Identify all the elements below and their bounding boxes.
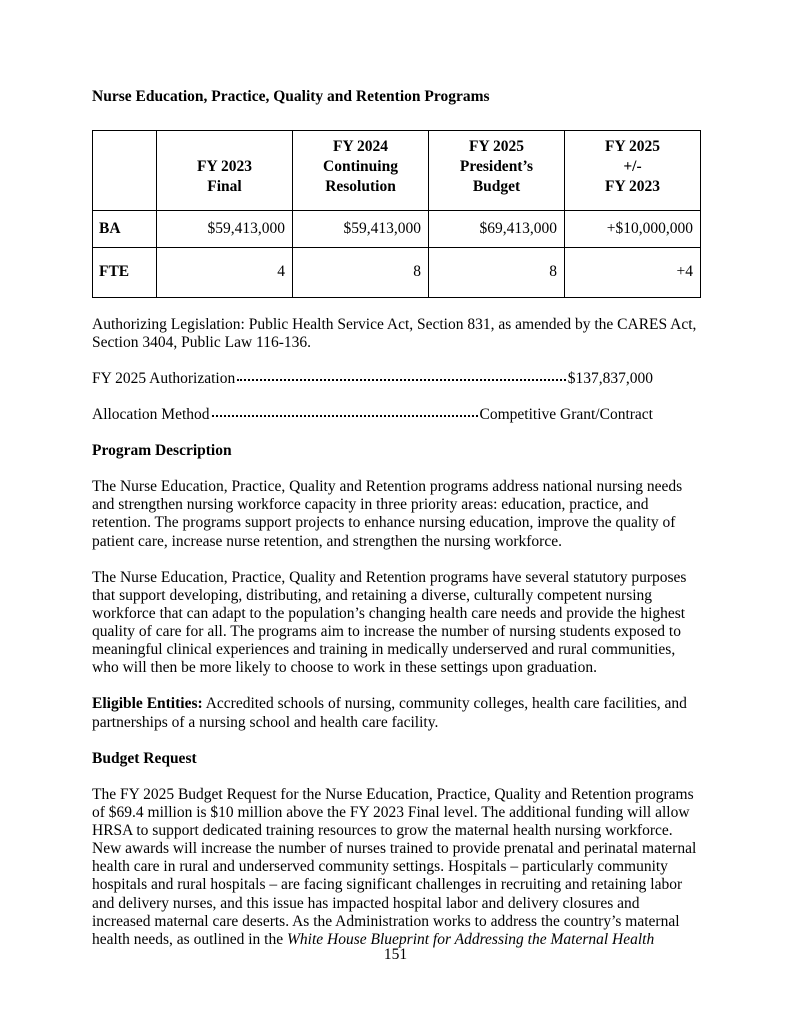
header-line: FY 2025 xyxy=(605,138,660,156)
header-line: Final xyxy=(207,177,242,195)
table-header-fy2025-diff xyxy=(565,131,701,210)
table-header-fy2024-cr xyxy=(293,131,429,210)
cell-fte-fy2024: 8 xyxy=(293,247,429,297)
authorization-line xyxy=(92,370,653,388)
dot-leader xyxy=(237,379,566,381)
authorizing-legislation-text: Authorizing Legislation: Public Health Service Act, Section 831, as amended by the CARES Act, Section 3404, Public Law 116-136. xyxy=(92,315,697,351)
table-header-fy2023-final xyxy=(157,131,293,210)
budget-table xyxy=(92,130,701,297)
allocation-method-value: Competitive Grant/Contract xyxy=(479,405,653,423)
row-label-fte: FTE xyxy=(93,247,157,297)
header-line: President’s xyxy=(459,157,534,175)
allocation-method-label: Allocation Method xyxy=(92,405,210,423)
budget-request-heading: Budget Request xyxy=(92,749,197,767)
program-description-paragraph-2: The Nurse Education, Practice, Quality and Retention programs have several statutory purposes that support developing, distributing, and retaining a diverse, culturally competent nursing workforce that can adapt to the population’s changing health care needs and provide the highest quality of care for all. The programs aim to increase the number of nursing students exposed to meaningful clinical experiences and training in medically underserved and rural communities, who will then be more likely to choose to work in these settings upon graduation. xyxy=(92,568,687,677)
cell-ba-fy2025: $69,413,000 xyxy=(429,210,565,247)
table-header-fy2025-budget xyxy=(429,131,565,210)
table-row-fte xyxy=(93,247,701,297)
cell-fte-fy2025: 8 xyxy=(429,247,565,297)
budget-request-text: The FY 2025 Budget Request for the Nurse Education, Practice, Quality and Retention programs of $69.4 million is $10 million above the FY 2023 Final level. The additional funding will allow HRSA to support dedicated training resources to grow the maternal health nursing workforce. New awards will increase the number of nurses trained to provide prenatal and perinatal maternal health care in rural and underserved community settings. Hospitals – particularly community hospitals and rural hospitals – are facing significant challenges in recruiting and retaining labor and delivery nurses, and this issue has impacted hospital labor and delivery closures and increased maternal care deserts. As the Administration works to address the country’s maternal health needs, as outlined in the xyxy=(92,785,697,948)
program-description-heading: Program Description xyxy=(92,442,232,460)
header-line: FY 2024 xyxy=(333,138,388,156)
row-label-ba: BA xyxy=(93,210,157,247)
cell-ba-fy2024: $59,413,000 xyxy=(293,210,429,247)
header-line: +/- xyxy=(623,157,642,175)
table-header-empty xyxy=(93,131,157,210)
table-row-ba xyxy=(93,210,701,247)
cell-fte-fy2023: 4 xyxy=(157,247,293,297)
eligible-entities-text: Accredited schools of nursing, community colleges, health care facilities, and partnerships of a nursing school and health care facility. xyxy=(92,695,687,731)
header-line: FY 2025 xyxy=(469,138,524,156)
dot-leader xyxy=(212,415,478,417)
header-line: Budget xyxy=(472,177,521,195)
cell-ba-fy2023: $59,413,000 xyxy=(157,210,293,247)
header-line: FY 2023 xyxy=(605,177,660,195)
header-line: FY 2023 xyxy=(197,157,252,175)
eligible-entities-label: Eligible Entities: xyxy=(92,695,203,713)
header-line: Continuing xyxy=(323,157,398,175)
program-description-paragraph-1: The Nurse Education, Practice, Quality and Retention programs address national nursing needs and strengthen nursing workforce capacity in three priority areas: education, practice, and retention. The programs support projects to enhance nursing education, improve the quality of patient care, increase nurse retention, and strengthen the nursing workforce. xyxy=(92,478,683,550)
page-number: 151 xyxy=(383,945,408,963)
eligible-entities xyxy=(92,695,700,731)
allocation-method-line xyxy=(92,406,653,424)
budget-request-italic-phrase: White House Blueprint for Addressing the Maternal Health xyxy=(287,930,655,948)
document-title: Nurse Education, Practice, Quality and Retention Programs xyxy=(92,88,490,105)
authorization-label: FY 2025 Authorization xyxy=(92,369,236,387)
authorization-value: $137,837,000 xyxy=(567,369,653,387)
header-line: Resolution xyxy=(325,177,396,195)
table-header-row xyxy=(93,131,701,210)
cell-fte-diff: +4 xyxy=(565,247,701,297)
budget-request-paragraph xyxy=(92,786,700,949)
cell-ba-diff: +$10,000,000 xyxy=(565,210,701,247)
